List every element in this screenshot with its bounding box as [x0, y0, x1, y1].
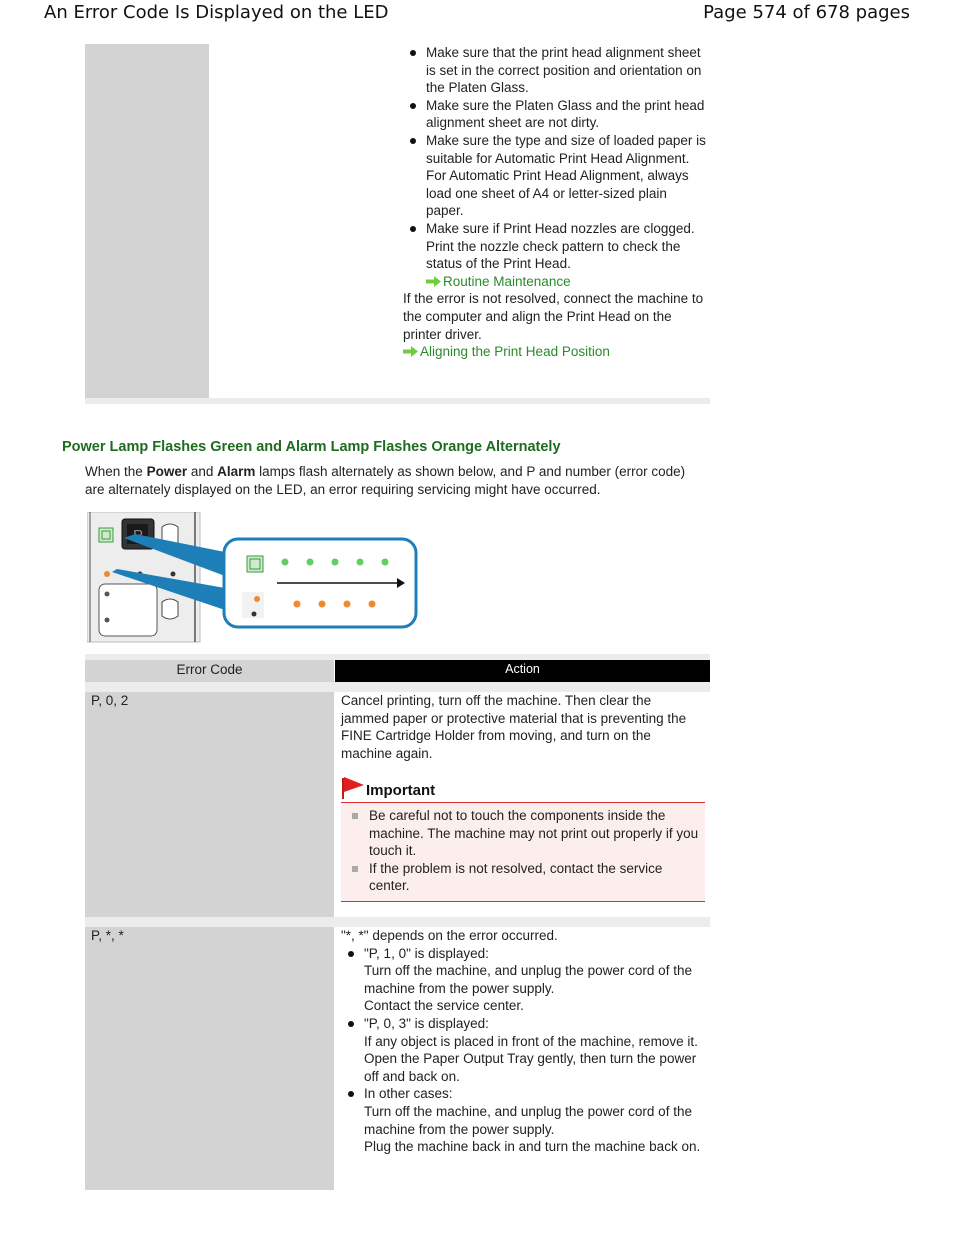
action-bullet-list — [341, 945, 703, 1156]
action-intro: "*, *" depends on the error occurred. — [341, 928, 558, 943]
error-code: P, *, * — [91, 928, 124, 943]
section-title: Power Lamp Flashes Green and Alarm Lamp Flashes Orange Alternately — [62, 439, 561, 455]
list-item: Make sure the Platen Glass and the print head alignment sheet are not dirty. — [403, 97, 708, 132]
document-title: An Error Code Is Displayed on the LED — [44, 2, 389, 23]
row-divider — [85, 682, 710, 692]
list-item: Make sure the type and size of loaded paper is suitable for Automatic Print Head Alignment. For Automatic Print Head Alignment, always load one sheet of A4 or letter-sized plain paper. — [403, 132, 708, 220]
section-intro: When the Power and Alarm lamps flash alternately as shown below, and P and number (error code) are alternately displayed on the LED, an error requiring servicing might have occurred. — [85, 464, 686, 497]
col-header-action: Action — [335, 660, 710, 682]
routine-maintenance-link[interactable]: Routine Maintenance — [426, 274, 571, 289]
arrow-right-icon — [403, 346, 418, 357]
list-item: Make sure if Print Head nozzles are clogged. Print the nozzle check pattern to check the status of the Print Head. Routine Maintenance — [403, 220, 708, 290]
important-box — [341, 776, 705, 902]
row-divider — [85, 917, 710, 927]
top-bullet-list — [403, 44, 708, 290]
table-row-2-code-cell — [85, 927, 334, 1190]
list-item: If the problem is not resolved, contact the service center. — [341, 860, 701, 895]
list-item: "P, 1, 0" is displayed: Turn off the machine, and unplug the power cord of the machine from the power supply. Contact the service center. — [341, 945, 703, 1015]
important-title: Important — [366, 782, 436, 799]
lamp-illustration — [87, 512, 422, 644]
list-item: Be careful not to touch the components inside the machine. The machine may not print out properly if you touch it. — [341, 807, 701, 860]
aligning-print-head-link[interactable]: Aligning the Print Head Position — [403, 343, 708, 361]
list-item: Make sure that the print head alignment sheet is set in the correct position and orientation on the Platen Glass. — [403, 44, 708, 97]
important-body — [341, 802, 705, 902]
top-block-divider — [85, 398, 710, 404]
important-header — [341, 776, 705, 802]
table-row-1-action — [341, 692, 701, 762]
important-list — [341, 807, 701, 895]
flag-icon — [341, 776, 365, 800]
page-number: Page 574 of 678 pages — [703, 2, 910, 23]
table-row-2-action — [341, 927, 703, 1156]
top-paragraph: If the error is not resolved, connect the machine to the computer and align the Print Head on the printer driver. — [403, 291, 704, 342]
lamp-diagram — [87, 512, 422, 644]
list-item: In other cases: Turn off the machine, and unplug the power cord of the machine from the power supply. Plug the machine back in and turn the machine back on. — [341, 1085, 703, 1155]
alarm-label: Alarm — [217, 464, 256, 479]
list-item: "P, 0, 3" is displayed: If any object is placed in front of the machine, remove it. Open the Paper Output Tray gently, then turn the power off and back on. — [341, 1015, 703, 1085]
error-code: P, 0, 2 — [91, 693, 129, 708]
top-right-content — [403, 44, 708, 361]
power-label: Power — [146, 464, 188, 479]
top-left-cell — [85, 44, 209, 398]
col-header-error-code: Error Code — [85, 660, 334, 682]
page-header — [0, 0, 954, 30]
table-row-1-code-cell — [85, 692, 334, 917]
action-text: Cancel printing, turn off the machine. Then clear the jammed paper or protective material that is preventing the FINE Cartridge Holder from moving, and turn on the machine again. — [341, 693, 687, 761]
arrow-right-icon — [426, 276, 441, 287]
